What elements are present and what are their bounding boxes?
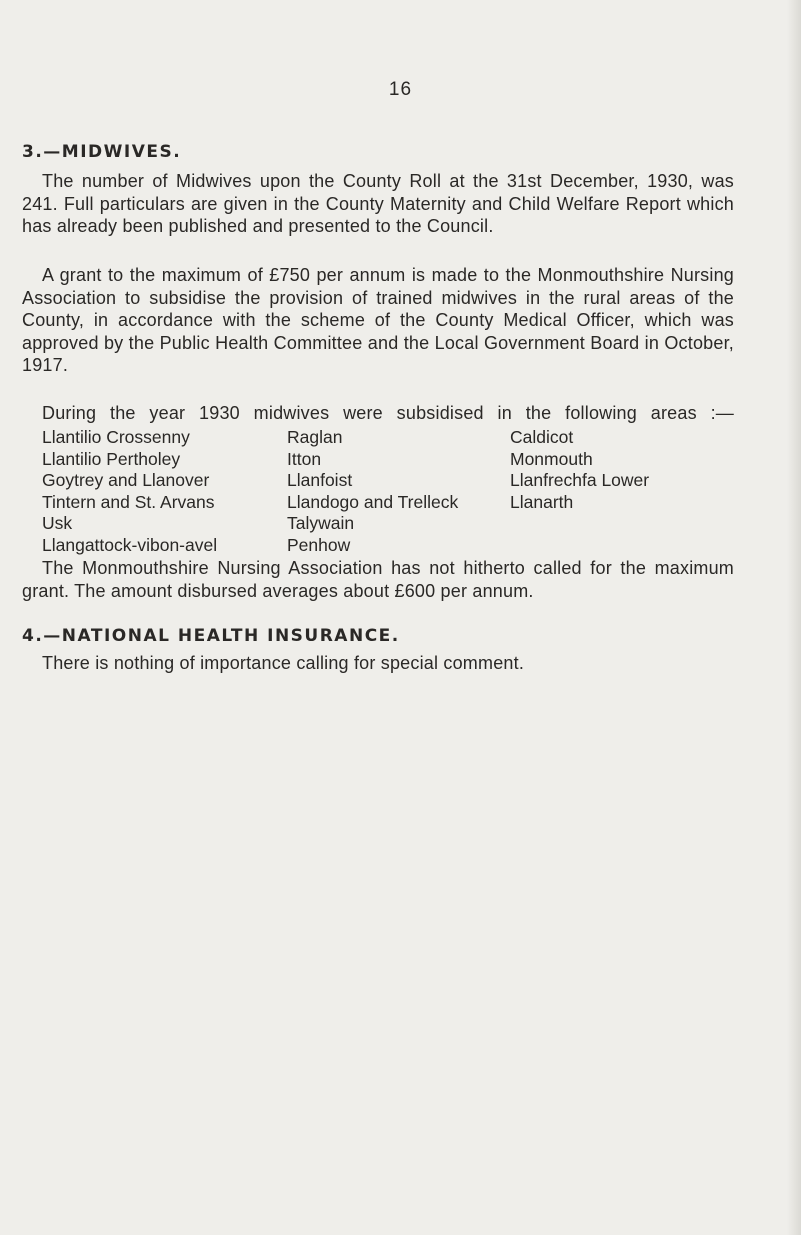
area-name: Itton bbox=[287, 448, 322, 469]
section-heading-national-health-insurance: 4.—NATIONAL HEALTH INSURANCE. bbox=[22, 626, 400, 646]
areas-column-1 bbox=[42, 427, 217, 556]
paragraph-maximum-grant: The Monmouthshire Nursing Association has not hitherto called for the maximum grant. The amount disbursed averages about £600 per annum. bbox=[22, 558, 734, 601]
area-name: Goytrey and Llanover bbox=[42, 470, 210, 490]
area-name: Llandogo and Trelleck bbox=[287, 491, 459, 512]
paragraph-midwives-roll: The number of Midwives upon the County Roll at the 31st December, 1930, was 241. Full particulars are given in the County Maternity and Child Welfare Report which has already been published and presented to the Council. bbox=[22, 171, 734, 236]
paragraph-no-comment: There is nothing of importance calling for special comment. bbox=[42, 653, 525, 673]
section-heading-midwives: 3.—MIDWIVES. bbox=[22, 142, 182, 162]
area-name: Llanarth bbox=[510, 491, 574, 512]
areas-column-3 bbox=[510, 427, 649, 513]
area-name: Penhow bbox=[287, 534, 351, 555]
area-name: Llangattock-vibon-avel bbox=[42, 534, 218, 555]
area-name: Llanfrechfa Lower bbox=[510, 470, 650, 490]
paragraph-subsidised-areas-intro: During the year 1930 midwives were subsidised in the following areas :— bbox=[42, 403, 734, 423]
page-number: 16 bbox=[388, 79, 413, 100]
area-name: Talywain bbox=[287, 513, 355, 533]
page-edge-shadow bbox=[787, 0, 801, 1235]
area-name: Caldicot bbox=[510, 427, 574, 447]
paragraph-grant: A grant to the maximum of £750 per annum is made to the Monmouthshire Nursing Association to subsidise the provision of trained midwives in the rural areas of the County, in accordance with the scheme of the County Medical Officer, which was approved by the Public Health Committee and the Local Government Board in October, 1917. bbox=[22, 265, 734, 375]
area-name: Usk bbox=[42, 513, 73, 533]
area-name: Monmouth bbox=[510, 448, 593, 469]
area-name: Llanfoist bbox=[287, 470, 353, 490]
area-name: Llantilio Pertholey bbox=[42, 448, 181, 469]
areas-column-2 bbox=[287, 427, 458, 556]
area-name: Tintern and St. Arvans bbox=[42, 491, 215, 512]
area-name: Llantilio Crossenny bbox=[42, 427, 190, 447]
area-name: Raglan bbox=[287, 427, 343, 447]
